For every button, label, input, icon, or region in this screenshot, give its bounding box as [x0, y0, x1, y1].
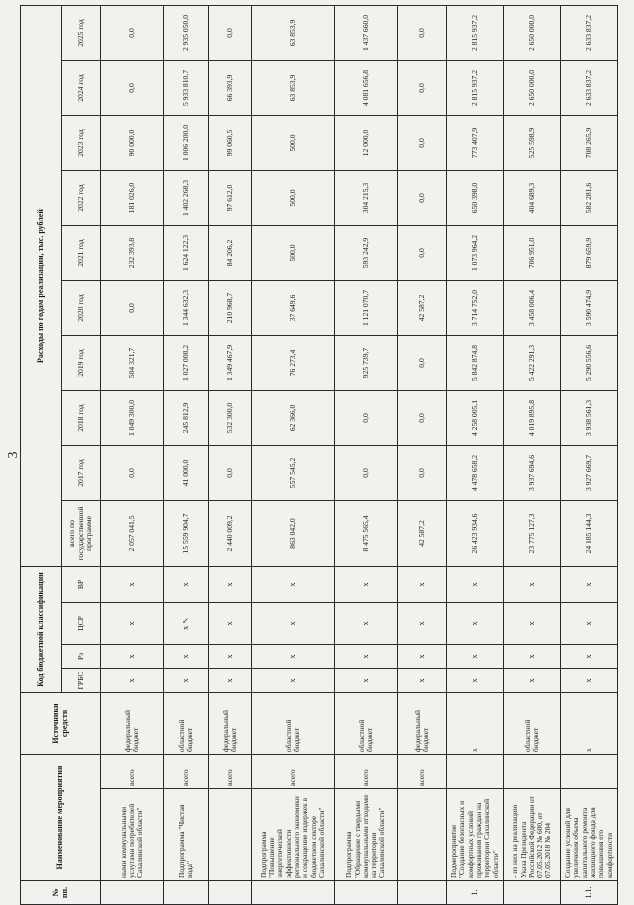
row-scope: всего: [335, 755, 398, 789]
row-year-value: 245 812,9: [164, 391, 209, 446]
code-rz-mark: x: [398, 645, 447, 669]
header-expenses: Расходы по годам реализации, тыс. рублей: [21, 6, 62, 567]
row-year-value: 2 815 937,2: [447, 61, 504, 116]
row-year-value: 0,0: [398, 226, 447, 281]
header-csr: ЦСР: [62, 603, 101, 645]
code-vr-mark: x: [252, 567, 335, 603]
table-body: [21, 6, 618, 905]
row-year-value: 99 060,5: [209, 116, 252, 171]
row-year-value: 0,0: [101, 6, 164, 61]
row-year-value: 210 968,7: [209, 281, 252, 336]
row-year-value: 2 633 837,2: [561, 61, 618, 116]
row-total: 24 185 144,3: [561, 501, 618, 567]
row-year-value: 2 633 837,2: [561, 6, 618, 61]
row-year-value: 500,0: [252, 226, 335, 281]
header-rz: Рз: [62, 645, 101, 669]
header-year-2024: 2024 год: [62, 61, 101, 116]
row-total: 26 423 934,6: [447, 501, 504, 567]
row-year-value: 1 049 300,0: [101, 391, 164, 446]
row-scope: [561, 755, 618, 789]
row-number: [101, 881, 164, 905]
row-year-value: 62 366,0: [252, 391, 335, 446]
row-year-value: 3 937 694,6: [504, 446, 561, 501]
row-year-value: 66 393,9: [209, 61, 252, 116]
table-row: [164, 6, 209, 905]
row-year-value: 3 458 006,4: [504, 281, 561, 336]
row-year-value: 3 590 474,9: [561, 281, 618, 336]
header-grbs: ГРБС: [62, 669, 101, 693]
code-grbs-mark: x: [252, 669, 335, 693]
code-csr-mark: x: [504, 603, 561, 645]
row-source: федеральный бюджет: [209, 693, 252, 755]
row-year-value: 2 650 000,0: [504, 61, 561, 116]
code-csr-mark: x: [101, 603, 164, 645]
row-scope: всего: [164, 755, 209, 789]
code-rz-mark: x: [101, 645, 164, 669]
row-year-value: 3 927 669,7: [561, 446, 618, 501]
header-year-2019: 2019 год: [62, 336, 101, 391]
code-rz-mark: x: [504, 645, 561, 669]
code-csr-mark: x: [398, 603, 447, 645]
row-year-value: 0,0: [398, 116, 447, 171]
row-total: 8 475 565,4: [335, 501, 398, 567]
table-row: [101, 6, 164, 905]
row-year-value: 1 349 467,9: [209, 336, 252, 391]
row-name: Создание условий для увеличения объема капитального ремонта жилищного фонда для повышения его комфортности: [561, 789, 618, 881]
row-name: Подмероприятие "Создание безопасных и комфортных условий проживания граждан на территории Сахалинской области": [447, 789, 504, 881]
row-total: 863 042,0: [252, 501, 335, 567]
row-source: федеральный бюджет: [398, 693, 447, 755]
page-number: 3: [6, 451, 21, 459]
row-year-value: 4 258 005,1: [447, 391, 504, 446]
row-year-value: 84 206,2: [209, 226, 252, 281]
row-year-value: 593 242,9: [335, 226, 398, 281]
header-year-2017: 2017 год: [62, 446, 101, 501]
row-year-value: 504 321,7: [101, 336, 164, 391]
code-vr-mark: x: [335, 567, 398, 603]
row-year-value: 1 437 660,0: [335, 6, 398, 61]
row-number: [398, 881, 447, 905]
row-year-value: 5 290 556,6: [561, 336, 618, 391]
code-grbs-mark: x: [209, 669, 252, 693]
row-year-value: 4 478 658,2: [447, 446, 504, 501]
code-rz-mark: x: [335, 645, 398, 669]
row-year-value: 500,0: [252, 171, 335, 226]
row-year-value: 181 026,0: [101, 171, 164, 226]
row-scope: всего: [398, 755, 447, 789]
row-scope: всего: [209, 755, 252, 789]
row-year-value: 0,0: [398, 336, 447, 391]
row-year-value: 4 081 656,8: [335, 61, 398, 116]
header-vr: ВР: [62, 567, 101, 603]
budget-table: [20, 5, 618, 905]
code-csr-mark: x: [209, 603, 252, 645]
row-source: x: [447, 693, 504, 755]
row-year-value: 532 300,0: [209, 391, 252, 446]
code-grbs-mark: x: [504, 669, 561, 693]
row-number: [164, 881, 209, 905]
code-rz-mark: x: [447, 645, 504, 669]
row-year-value: 0,0: [101, 446, 164, 501]
row-name: ными коммунальными услугами потребителей Сахалинской области": [101, 789, 164, 881]
code-csr-mark: x: [252, 603, 335, 645]
row-year-value: 97 612,0: [209, 171, 252, 226]
row-year-value: 582 281,6: [561, 171, 618, 226]
row-year-value: 0,0: [398, 446, 447, 501]
row-year-value: 650 398,0: [447, 171, 504, 226]
header-year-2020: 2020 год: [62, 281, 101, 336]
row-year-value: 708 265,9: [561, 116, 618, 171]
row-year-value: 5 842 874,8: [447, 336, 504, 391]
row-source: областной бюджет: [504, 693, 561, 755]
code-vr-mark: x: [209, 567, 252, 603]
code-grbs-mark: x: [164, 669, 209, 693]
row-year-value: 1 006 200,0: [164, 116, 209, 171]
row-number: 1.1.: [561, 881, 618, 905]
code-vr-mark: x: [164, 567, 209, 603]
row-year-value: 525 598,9: [504, 116, 561, 171]
code-grbs-mark: x: [561, 669, 618, 693]
header-year-2023: 2023 год: [62, 116, 101, 171]
header-year-2021: 2021 год: [62, 226, 101, 281]
header-num: № пп.: [21, 881, 101, 905]
code-rz-mark: x: [209, 645, 252, 669]
row-year-value: 0,0: [101, 281, 164, 336]
row-year-value: 63 853,9: [252, 6, 335, 61]
code-grbs-mark: x: [447, 669, 504, 693]
row-year-value: 1 344 632,3: [164, 281, 209, 336]
row-year-value: 879 659,9: [561, 226, 618, 281]
code-csr-mark: x: [561, 603, 618, 645]
code-vr-mark: x: [561, 567, 618, 603]
table-row: [504, 6, 561, 905]
row-year-value: 2 935 050,0: [164, 6, 209, 61]
row-scope: [504, 755, 561, 789]
table-row: [561, 6, 618, 905]
row-year-value: 0,0: [398, 6, 447, 61]
row-number: [504, 881, 561, 905]
row-year-value: 42 587,2: [398, 281, 447, 336]
row-source: x: [561, 693, 618, 755]
row-year-value: 404 689,3: [504, 171, 561, 226]
code-csr-mark: x: [335, 603, 398, 645]
header-code: Код бюджетной классификации: [21, 567, 62, 693]
row-number: [252, 881, 335, 905]
header-sources: Источники средств: [21, 693, 101, 755]
row-total: 15 559 904,7: [164, 501, 209, 567]
row-year-value: 0,0: [398, 391, 447, 446]
code-csr-mark: x: [447, 603, 504, 645]
code-rz-mark: x: [164, 645, 209, 669]
row-year-value: 41 000,0: [164, 446, 209, 501]
row-total: 2 440 009,2: [209, 501, 252, 567]
code-grbs-mark: x: [335, 669, 398, 693]
row-year-value: 3 938 561,3: [561, 391, 618, 446]
row-year-value: 5 422 291,3: [504, 336, 561, 391]
code-grbs-mark: x: [398, 669, 447, 693]
row-number: [335, 881, 398, 905]
header-year-2025: 2025 год: [62, 6, 101, 61]
row-year-value: 5 933 810,7: [164, 61, 209, 116]
row-year-value: 76 273,4: [252, 336, 335, 391]
row-year-value: 0,0: [101, 61, 164, 116]
row-year-value: 232 393,8: [101, 226, 164, 281]
row-year-value: 706 951,0: [504, 226, 561, 281]
code-rz-mark: x: [561, 645, 618, 669]
row-year-value: 1 121 070,7: [335, 281, 398, 336]
row-year-value: 0,0: [398, 61, 447, 116]
row-year-value: 37 649,6: [252, 281, 335, 336]
row-source: областной бюджет: [335, 693, 398, 755]
header-year-2018: 2018 год: [62, 391, 101, 446]
header-row-top: [21, 6, 62, 905]
table-row: [447, 6, 504, 905]
row-source: областной бюджет: [252, 693, 335, 755]
row-year-value: 0,0: [209, 446, 252, 501]
row-year-value: 0,0: [335, 391, 398, 446]
row-name: Подпрограмма "Повышение энергетической эффективности регионального экономики и сокращение издержек в бюджетном секторе Сахалинской области": [252, 789, 335, 881]
row-source: федеральный бюджет: [101, 693, 164, 755]
header-name: Наименование мероприятия: [21, 755, 101, 881]
row-name: Подпрограмма "Обращение с твердыми коммунальными отходами на территории Сахалинской области": [335, 789, 398, 881]
table-row: [398, 6, 447, 905]
row-name: [209, 789, 252, 881]
code-vr-mark: x: [398, 567, 447, 603]
row-name: - из них на реализацию Указа Президента Российской Федерации от 07.05.2012 № 600, от 07.05.2018 № 204: [504, 789, 561, 881]
row-year-value: 304 215,3: [335, 171, 398, 226]
row-year-value: 1 624 122,3: [164, 226, 209, 281]
row-year-value: 2 815 937,2: [447, 6, 504, 61]
header-total: всего по государственной программе: [62, 501, 101, 567]
row-number: 1.: [447, 881, 504, 905]
row-year-value: 0,0: [209, 6, 252, 61]
table-row: [252, 6, 335, 905]
row-total: 2 057 041,5: [101, 501, 164, 567]
row-scope: [447, 755, 504, 789]
code-rz-mark: x: [252, 645, 335, 669]
row-name: Подпрограмма "Чистая вода": [164, 789, 209, 881]
row-year-value: 500,0: [252, 116, 335, 171]
row-year-value: 1 073 964,2: [447, 226, 504, 281]
row-number: [209, 881, 252, 905]
row-year-value: 1 027 008,2: [164, 336, 209, 391]
row-year-value: 90 000,0: [101, 116, 164, 171]
table-row: [335, 6, 398, 905]
row-year-value: 2 650 000,0: [504, 6, 561, 61]
row-year-value: 925 739,7: [335, 336, 398, 391]
header-year-2022: 2022 год: [62, 171, 101, 226]
row-year-value: 63 853,9: [252, 61, 335, 116]
row-year-value: 557 545,2: [252, 446, 335, 501]
row-year-value: 0,0: [335, 446, 398, 501]
code-csr-mark: x ↖: [164, 603, 209, 645]
row-scope: всего: [252, 755, 335, 789]
code-vr-mark: x: [101, 567, 164, 603]
row-year-value: 3 714 752,0: [447, 281, 504, 336]
row-source: областной бюджет: [164, 693, 209, 755]
table-row: [209, 6, 252, 905]
row-year-value: 12 000,0: [335, 116, 398, 171]
row-name: [398, 789, 447, 881]
row-year-value: 0,0: [398, 171, 447, 226]
row-total: 42 587,2: [398, 501, 447, 567]
row-year-value: 773 407,9: [447, 116, 504, 171]
row-year-value: 1 402 268,3: [164, 171, 209, 226]
code-grbs-mark: x: [101, 669, 164, 693]
row-year-value: 4 019 895,8: [504, 391, 561, 446]
code-vr-mark: x: [447, 567, 504, 603]
code-vr-mark: x: [504, 567, 561, 603]
row-total: 23 775 127,3: [504, 501, 561, 567]
row-scope: всего: [101, 755, 164, 789]
